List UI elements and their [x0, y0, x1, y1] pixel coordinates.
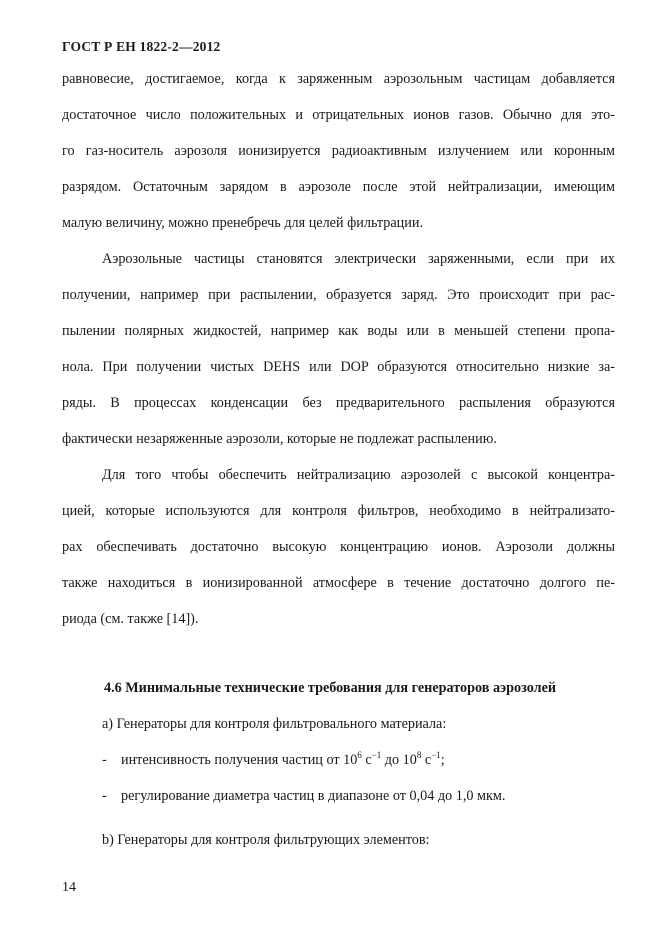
paragraph-line: малую величину, можно пренебречь для целей фильтрации. [62, 215, 423, 231]
bullet-marker: - [102, 788, 107, 804]
section-heading: 4.6 Минимальные технические требования для генераторов аэрозолей [104, 680, 557, 696]
paragraph-line: нола. При получении чистых DEHS или DOP образуются относительно низкие за- [62, 359, 615, 375]
bullet-text-part: интенсивность получения частиц от 10 [121, 752, 358, 768]
bullet-text-part: с [421, 752, 432, 768]
paragraph-line: цией, которые используются для контроля фильтров, необходимо в нейтрализато- [62, 503, 615, 519]
bullet-item-intensity [121, 752, 445, 769]
paragraph-line: Для того чтобы обеспечить нейтрализацию аэрозолей с высокой концентра- [102, 467, 615, 483]
paragraph-line: пылении полярных жидкостей, например как воды или в меньшей степени пропа- [62, 323, 615, 339]
exponent: 8 [416, 750, 422, 760]
bullet-text-part: с [361, 752, 372, 768]
paragraph-line: ряды. В процессах конденсации без предварительного распыления образуются [62, 395, 615, 411]
bullet-text-part: ; [440, 752, 445, 768]
bullet-marker: - [102, 752, 107, 768]
paragraph-line: равновесие, достигаемое, когда к заряженным аэрозольным частицам добавляется [62, 71, 615, 87]
page-number: 14 [62, 880, 76, 895]
bullet-text-part: до 10 [381, 752, 417, 768]
paragraph-line: риода (см. также [14]). [62, 611, 199, 627]
paragraph-line: рах обеспечивать достаточно высокую концентрацию ионов. Аэрозоли должны [62, 539, 615, 555]
document-header: ГОСТ Р ЕН 1822-2—2012 [62, 39, 221, 54]
paragraph-line: достаточное число положительных и отрицательных ионов газов. Обычно для это- [62, 107, 615, 123]
paragraph-line: получении, например при распылении, образуется заряд. Это происходит при рас- [62, 287, 615, 303]
exponent: −1 [371, 750, 382, 760]
paragraph-line: Аэрозольные частицы становятся электрически заряженными, если при их [102, 251, 615, 267]
bullet-item-diameter: регулирование диаметра частиц в диапазоне от 0,04 до 1,0 мкм. [121, 788, 506, 804]
paragraph-line: также находиться в ионизированной атмосфере в течение достаточно долгого пе- [62, 575, 615, 591]
paragraph-line: го газ-носитель аэрозоля ионизируется радиоактивным излучением или коронным [62, 143, 615, 159]
exponent: 6 [357, 750, 362, 760]
list-item-a: a) Генераторы для контроля фильтровального материала: [102, 716, 447, 732]
paragraph-line: фактически незаряженные аэрозоли, которые не подлежат распылению. [62, 431, 497, 447]
exponent: −1 [431, 750, 441, 760]
list-item-b: b) Генераторы для контроля фильтрующих элементов: [102, 832, 430, 848]
paragraph-line: разрядом. Остаточным зарядом в аэрозоле после этой нейтрализации, имеющим [62, 179, 615, 195]
